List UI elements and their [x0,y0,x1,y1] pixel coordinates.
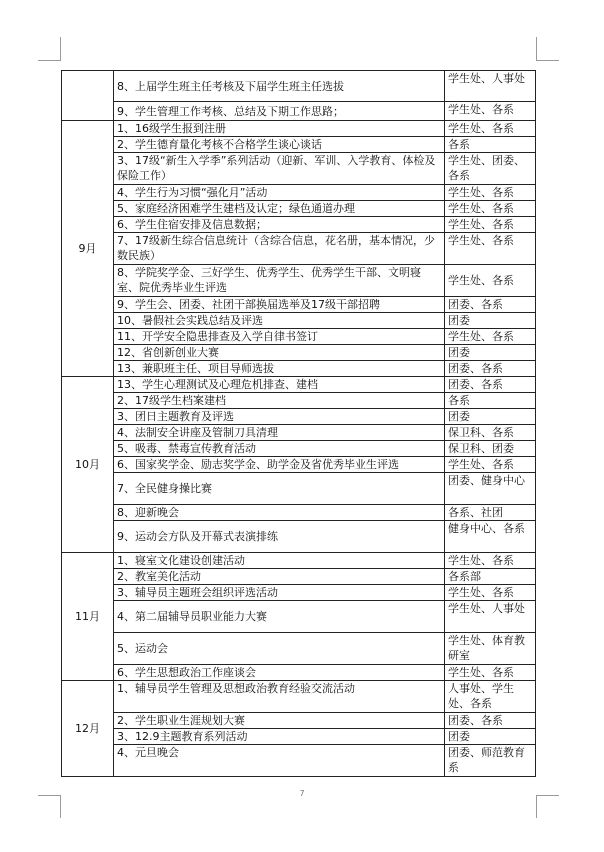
crop-mark-bottom-left-v [60,795,61,818]
table-row [62,681,536,713]
task-cell: 8、上届学生班主任考核及下届学生班主任选拔 [114,71,445,102]
dept-cell: 团委 [445,729,536,745]
task-cell: 9、学生管理工作考核、总结及下期工作思路； [114,102,445,121]
dept-cell: 团委 [445,409,536,425]
task-cell: 3、17级“新生入学季”系列活动（迎新、军训、入学教育、体检及保险工作） [114,153,445,185]
table-row [62,713,536,729]
task-cell: 1、辅导员学生管理及思想政治教育经验交流活动 [114,681,445,713]
dept-cell: 团委 [445,313,536,329]
dept-cell: 人事处、学生处、各系 [445,681,536,713]
table-row [62,473,536,505]
dept-cell: 各系、社团 [445,505,536,521]
dept-cell: 团委、各系 [445,377,536,393]
task-cell: 4、学生行为习惯“强化月”活动 [114,185,445,201]
month-cell-october: 10月 [62,377,114,553]
table-row [62,185,536,201]
table-row [62,393,536,409]
dept-cell: 学生处、人事处 [445,601,536,633]
table-row [62,553,536,569]
table-row [62,265,536,297]
month-cell-november: 11月 [62,553,114,681]
task-cell: 12、省创新创业大赛 [114,345,445,361]
dept-cell: 学生处、各系 [445,217,536,233]
table-row [62,313,536,329]
crop-mark-top-left-v [60,37,61,60]
task-cell: 2、教室美化活动 [114,569,445,585]
crop-mark-top-right-v [536,37,537,60]
dept-cell: 各系 [445,137,536,153]
table-row [62,217,536,233]
table-row [62,153,536,185]
task-cell: 2、17级学生档案建档 [114,393,445,409]
task-cell: 13、学生心理测试及心理危机排查、建档 [114,377,445,393]
task-cell: 6、学生思想政治工作座谈会 [114,665,445,681]
task-cell: 2、学生德育量化考核不合格学生谈心谈话 [114,137,445,153]
dept-cell: 学生处、团委、各系 [445,153,536,185]
dept-cell: 学生处、各系 [445,233,536,265]
table-row [62,441,536,457]
table-row [62,345,536,361]
dept-cell: 学生处、各系 [445,457,536,473]
table-row [62,729,536,745]
dept-cell: 团委、各系 [445,713,536,729]
month-cell-september: 9月 [62,121,114,377]
task-cell: 3、团日主题教育及评选 [114,409,445,425]
task-cell: 7、17级新生综合信息统计（含综合信息，花名册，基本情况，少数民族） [114,233,445,265]
task-cell: 8、迎新晚会 [114,505,445,521]
dept-cell: 学生处、各系 [445,185,536,201]
table-row [62,297,536,313]
dept-cell: 保卫科、各系 [445,425,536,441]
table-row [62,505,536,521]
dept-cell: 学生处、各系 [445,121,536,137]
task-cell: 5、家庭经济困难学生建档及认定；绿色通道办理 [114,201,445,217]
crop-mark-bottom-right-v [536,795,537,818]
dept-cell: 学生处、各系 [445,265,536,297]
dept-cell: 团委、师范教育系 [445,745,536,777]
task-cell: 4、第二届辅导员职业能力大赛 [114,601,445,633]
task-cell: 9、学生会、团委、社团干部换届选举及17级干部招聘 [114,297,445,313]
table-row [62,102,536,121]
task-cell: 3、12.9主题教育系列活动 [114,729,445,745]
dept-cell: 保卫科、团委 [445,441,536,457]
dept-cell: 学生处、各系 [445,553,536,569]
task-cell: 8、学院奖学金、三好学生、优秀学生、优秀学生干部、文明寝室、院优秀毕业生评选 [114,265,445,297]
table-row [62,745,536,777]
table-row [62,233,536,265]
task-cell: 6、国家奖学金、励志奖学金、助学金及省优秀毕业生评选 [114,457,445,473]
task-cell: 6、学生住宿安排及信息数据； [114,217,445,233]
table-row [62,137,536,153]
task-cell: 1、寝室文化建设创建活动 [114,553,445,569]
task-cell: 2、学生职业生涯规划大赛 [114,713,445,729]
dept-cell: 学生处、各系 [445,329,536,345]
dept-cell: 学生处、各系 [445,585,536,601]
dept-cell: 学生处、各系 [445,102,536,121]
table-row [62,633,536,665]
crop-mark-top-right-h [536,60,559,61]
task-cell: 5、吸毒、禁毒宣传教育活动 [114,441,445,457]
table-row [62,569,536,585]
task-cell: 5、运动会 [114,633,445,665]
task-cell: 13、兼职班主任、项目导师选拔 [114,361,445,377]
table-row [62,521,536,553]
task-cell: 3、辅导员主题班会组织评选活动 [114,585,445,601]
task-cell: 11、开学安全隐患排查及入学自律书签订 [114,329,445,345]
work-plan-table [61,70,536,777]
month-cell [62,71,114,121]
table-row [62,665,536,681]
dept-cell: 团委、各系 [445,361,536,377]
table-row [62,425,536,441]
dept-cell: 学生处、体育教研室 [445,633,536,665]
table-row [62,377,536,393]
task-cell: 7、全民健身操比赛 [114,473,445,505]
table-row [62,121,536,137]
dept-cell: 学生处、各系 [445,201,536,217]
table-row [62,409,536,425]
month-cell-december: 12月 [62,681,114,777]
table-row [62,585,536,601]
page-number: 7 [299,789,305,798]
table-row [62,329,536,345]
task-cell: 4、元旦晚会 [114,745,445,777]
dept-cell: 学生处、各系 [445,665,536,681]
crop-mark-top-left-h [38,60,61,61]
task-cell: 4、法制安全讲座及管制刀具清理 [114,425,445,441]
table-row [62,457,536,473]
task-cell: 9、运动会方队及开幕式表演排练 [114,521,445,553]
table-row [62,361,536,377]
task-cell: 1、16级学生报到注册 [114,121,445,137]
table-row [62,601,536,633]
table-row [62,71,536,102]
dept-cell: 团委 [445,345,536,361]
dept-cell: 各系 [445,393,536,409]
dept-cell: 学生处、人事处 [445,71,536,102]
task-cell: 10、暑假社会实践总结及评选 [114,313,445,329]
table-row [62,201,536,217]
dept-cell: 团委、各系 [445,297,536,313]
dept-cell: 团委、健身中心 [445,473,536,505]
dept-cell: 健身中心、各系 [445,521,536,553]
dept-cell: 各系部 [445,569,536,585]
